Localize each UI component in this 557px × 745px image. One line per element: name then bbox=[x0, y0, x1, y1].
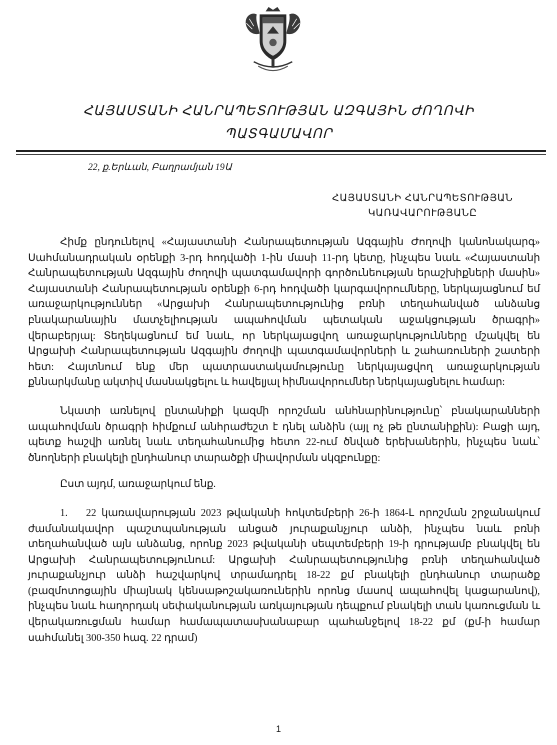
recipient-line-1: ՀԱՅԱՍՏԱՆԻ ՀԱՆՐԱՊԵՏՈՒԹՅԱՆ bbox=[332, 193, 513, 204]
sender-address: 22, ք.Երևան, Բաղրամյան 19Ա bbox=[88, 163, 232, 173]
recipient-block bbox=[332, 191, 513, 221]
armenia-coat-of-arms-icon bbox=[236, 4, 310, 78]
header-divider-thick bbox=[16, 150, 546, 152]
list-item-1 bbox=[28, 506, 540, 646]
header-divider-thin bbox=[16, 154, 546, 155]
letter-body bbox=[28, 235, 540, 646]
page-number: 1 bbox=[275, 724, 281, 734]
org-subtitle: ՊԱՏԳԱՄԱՎՈՐ bbox=[224, 126, 333, 141]
paragraph-2: Նկատի առնելով ընտանիքի կազմի որոշման անհնարինությունը՝ բնակարանների ապահովման ծրագրի հիմքում անհրաժեշտ է դնել անձին (այլ ոչ թե ընտանիքին): Բացի այդ, պետք հաշվի առնել նաև տեղահանումից հետո 22-ում ծնված երեխաներին, ինչպես նաև՝ ծնողների բնակելի ընդհանուր տարածքի միավորման սկզբունքը: bbox=[28, 405, 540, 464]
paragraph-1: Հիմք ընդունելով «Հայաստանի Հանրապետության Ազգային Ժողովի կանոնակարգ» Սահմանադրական օրենքի 3-րդ հոդվածի 1-ին մասի 11-րդ կետը, ինչպես նաև «Հայաստանի Հանրապետության Ազգային ժողովի պատգամավորի գործունեության երաշխիքների մասին» Հայաստանի Հանրապետության օրենքի 6-րդ հոդվածի կարգավորումները, ներկայացնում եմ առաջարկություններ «Արցախի Հանրապետությունից բռնի տեղահանված անձանց բնակարանային մատչելիության ապահովման պետական աջակցության ծրագրի» վերաբերյալ: Տեղեկացնում եմ նաև, որ ներկայացվող առաջարկությունները մշակվել են Արցախի Հանրապետության Ազգային ժողովի պատգամավորների և շահառուների շատերի հետ: Հայտնում ենք մեր պատրաստակամությունը ներկայացվող առաջարկության քննարկմանը ակտիվ մասնակցելու և հավելյալ հիմնավորումներ ներկայացնելու համար: bbox=[28, 237, 540, 389]
org-title: ՀԱՅԱՍՏԱՆԻ ՀԱՆՐԱՊԵՏՈՒԹՅԱՆ ԱԶԳԱՅԻՆ ԺՈՂՈՎԻ bbox=[83, 103, 474, 118]
paragraph-3: Ըստ այդմ, առաջարկում ենք. bbox=[60, 479, 216, 491]
recipient-line-2: ԿԱՌԱՎԱՐՈՒԹՅԱՆԸ bbox=[367, 208, 478, 219]
list-item-number: 1. bbox=[60, 507, 68, 519]
list-item-text: 22 կառավարության 2023 թվականի հոկտեմբերի 26-ի 1864-Լ որոշման շրջանակում ժամանակավոր պաշտպանության անցած յուրաքանչյուր անձի, ինչպես նաև բռնի տեղահանված այն անձանց, որոնք 2023 թվականի սեպտեմբերի 19-ի դրությամբ բնակվել են Արցախի Հանրապետությունում: Արցախի Հանրապետությունից բռնի տեղահանված յուրաքանչյուր անձի հաշվարկով տրամադրել 18-22 քմ բնակելի ընդհանուր տարածք (բազմոտոցային միայնակ կենսաթոշակառուներին որոնց մասով ապահովել կացարանով), ինչպես նաև հաղորդակ սեփականության առկայության դեպքում բնակելի տան կառուցման և վերակառուցման համար համապատասխանաբար պահանջելով 18-22 քմ (քմ-ի համար սահմանել 300-350 հազ. 22 դրամ) bbox=[28, 507, 540, 644]
